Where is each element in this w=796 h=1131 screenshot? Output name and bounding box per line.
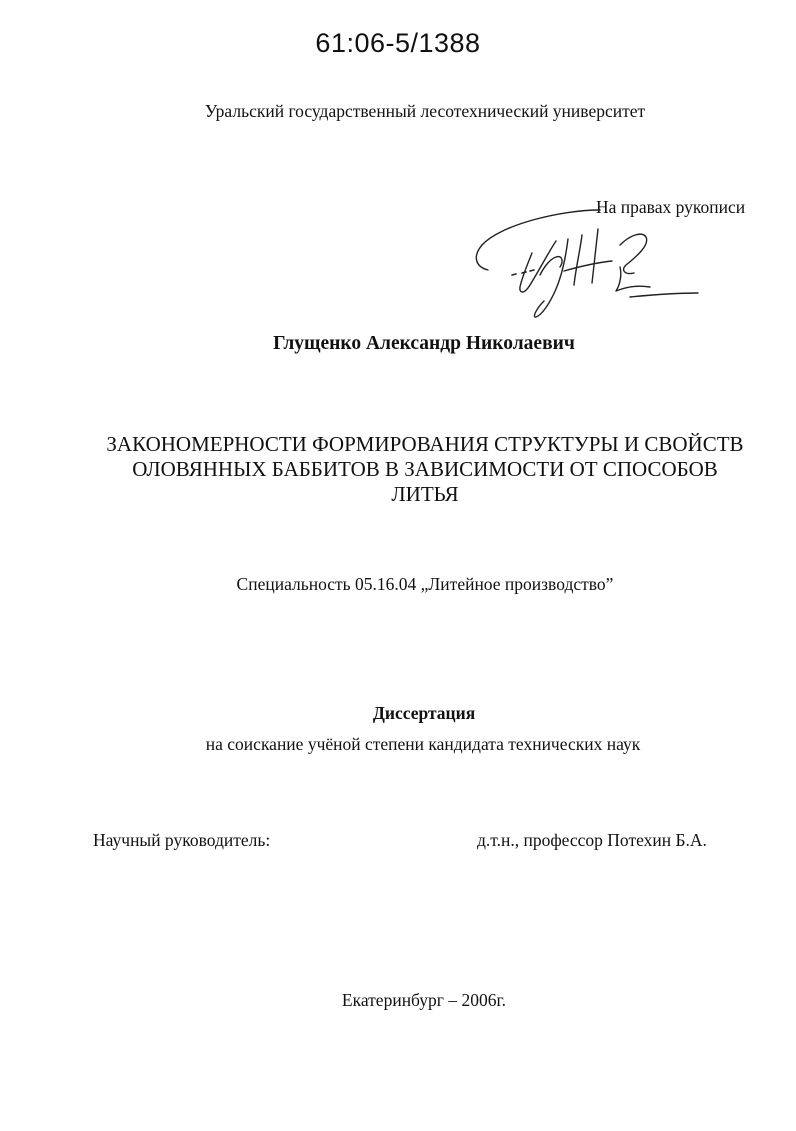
university-name: Уральский государственный лесотехнический университет [204, 101, 646, 121]
title-line: ЗАКОНОМЕРНОСТИ ФОРМИРОВАНИЯ СТРУКТУРЫ И СВОЙСТВ [106, 432, 744, 456]
catalog-number: 61:06-5/1388 [315, 28, 481, 58]
city-year: Екатеринбург – 2006г. [341, 990, 507, 1010]
rights-note: На правах рукописи [596, 197, 746, 217]
supervisor-label: Научный руководитель: [93, 830, 271, 850]
dissertation-title [60, 432, 790, 507]
signature-icon [470, 205, 710, 325]
specialty: Специальность 05.16.04 „Литейное производство” [236, 574, 614, 594]
supervisor-name: д.т.н., профессор Потехин Б.А. [477, 830, 707, 850]
title-line: ЛИТЬЯ [391, 482, 459, 506]
dissertation-purpose: на соискание учёной степени кандидата технических наук [205, 734, 641, 754]
author-name: Глущенко Александр Николаевич [273, 333, 575, 354]
dissertation-label: Диссертация [372, 703, 476, 723]
title-line: ОЛОВЯННЫХ БАББИТОВ В ЗАВИСИМОСТИ ОТ СПОСОБОВ [132, 457, 718, 481]
